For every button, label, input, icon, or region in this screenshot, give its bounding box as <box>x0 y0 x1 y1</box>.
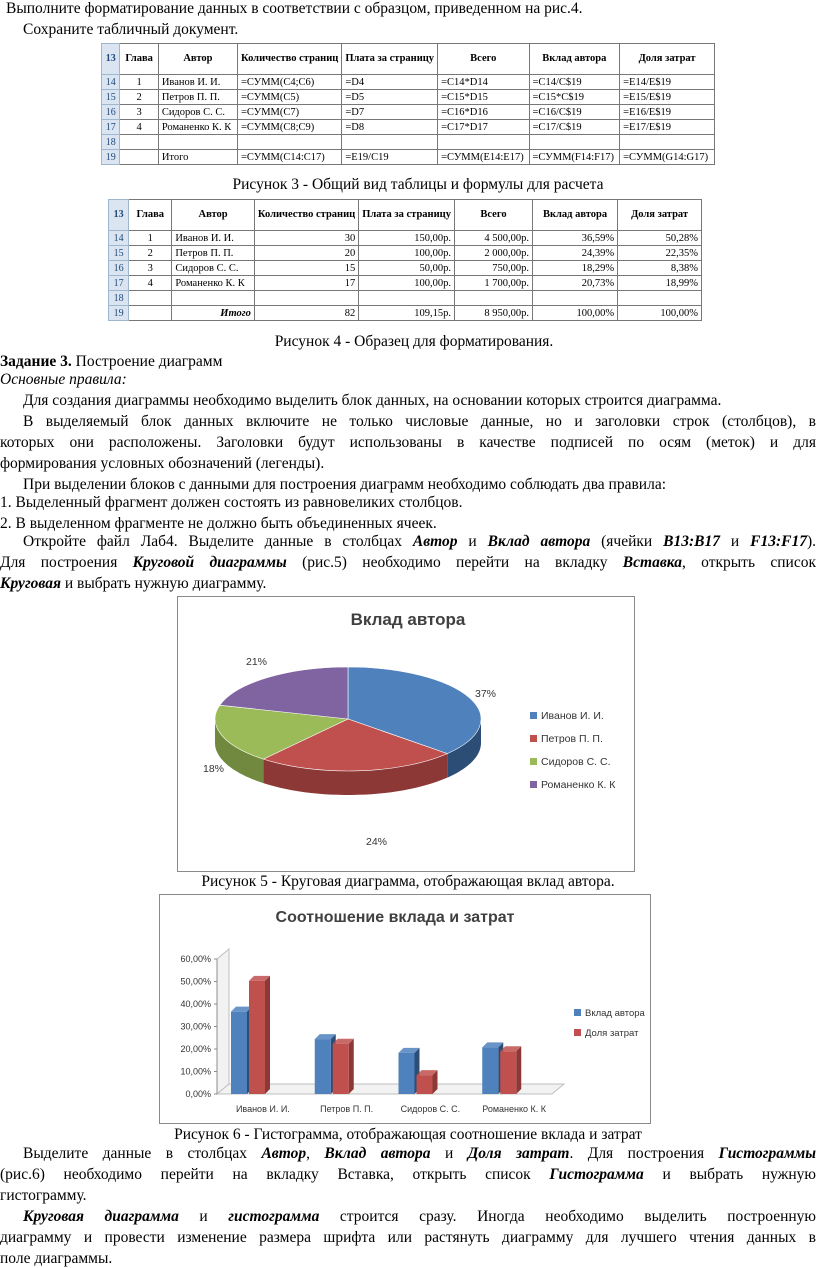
table-cell: 1 <box>120 75 158 90</box>
table-cell: Сидоров С. С. <box>172 261 255 276</box>
intro-line-1: Выполните форматирование данных в соответствии с образцом, приведенном на рис.4. <box>6 0 583 17</box>
table-cell: =C17*D17 <box>438 120 529 135</box>
bar <box>315 1039 331 1094</box>
table-row <box>102 120 715 135</box>
table-cell: =D8 <box>342 120 438 135</box>
table-cell: 2 <box>129 246 172 261</box>
table-cell: 3 <box>120 105 158 120</box>
column-header: Глава <box>120 44 158 75</box>
table-cell: 100,00% <box>533 306 618 321</box>
table-cell: Романенко К. К <box>158 120 237 135</box>
row-number: 16 <box>102 105 120 120</box>
table-row <box>102 90 715 105</box>
figure-3-caption: Рисунок 3 - Общий вид таблицы и формулы для расчета <box>232 176 604 193</box>
paragraph-4b: Для построения Круговой диаграммы (рис.5) необходимо перейти на вкладку Вставка, открыть список <box>0 554 816 571</box>
table-cell <box>438 135 529 150</box>
table-cell: Романенко К. К <box>172 276 255 291</box>
bar <box>500 1051 516 1094</box>
table-cell: 22,35% <box>618 246 702 261</box>
paragraph-1: Для создания диаграммы необходимо выделить блок данных, на основании которых строится диаграмма. <box>23 392 722 409</box>
column-header: Плата за страницу <box>342 44 438 75</box>
legend-swatch <box>530 735 537 742</box>
legend-label: Романенко К. К <box>541 779 616 791</box>
paragraph-4a: Откройте файл Лаб4. Выделите данные в столбцах Автор и Вклад автора (ячейки B13:B17 и F13:F17). <box>23 533 816 550</box>
table-row <box>109 276 702 291</box>
table-cell: =E16/E$19 <box>620 105 715 120</box>
table-cell: 4 <box>120 120 158 135</box>
row-number: 18 <box>102 135 120 150</box>
bar-side-wall <box>217 949 229 1094</box>
table-cell: 24,39% <box>533 246 618 261</box>
figure-4-caption: Рисунок 4 - Образец для форматирования. <box>274 333 554 350</box>
column-header: Автор <box>172 200 255 231</box>
table-cell: 20 <box>254 246 358 261</box>
table-cell: Иванов И. И. <box>158 75 237 90</box>
paragraph-3: При выделении блоков с данными для построения диаграмм необходимо соблюдать два правила: <box>23 476 667 493</box>
table-cell: =СУММ(C4;C6) <box>237 75 341 90</box>
table-cell: 15 <box>254 261 358 276</box>
table-cell <box>120 135 158 150</box>
table-cell <box>342 135 438 150</box>
table-cell <box>172 291 255 306</box>
column-header: Вклад автора <box>533 200 618 231</box>
row-number: 19 <box>102 150 120 165</box>
x-tick-label: Сидоров С. С. <box>400 1104 461 1114</box>
table-cell: =СУММ(C8;C9) <box>237 120 341 135</box>
table-row <box>109 291 702 306</box>
legend-label: Доля затрат <box>585 1028 639 1039</box>
table-cell: =E19/C19 <box>342 150 438 165</box>
paragraph-6a: Круговая диаграмма и гистограмма строится сразу. Иногда необходимо выделить построенную <box>23 1208 816 1225</box>
table-row <box>109 246 702 261</box>
legend-label: Иванов И. И. <box>541 710 604 722</box>
table-header-row <box>109 200 702 231</box>
table-cell: =C17/C$19 <box>529 120 620 135</box>
bar-chart-title: Соотношение вклада и затрат <box>275 909 515 926</box>
column-header: Количество страниц <box>254 200 358 231</box>
legend-label: Петров П. П. <box>541 733 603 745</box>
table-cell: =C15*D15 <box>438 90 529 105</box>
rule-2: 2. В выделенном фрагменте не должно быть объединенных ячеек. <box>0 515 437 532</box>
bar <box>417 1075 433 1094</box>
table-cell: =C14/C$19 <box>529 75 620 90</box>
table-cell: =C15*C$19 <box>529 90 620 105</box>
table-cell <box>529 135 620 150</box>
paragraph-4c: Круговая и выбрать нужную диаграмму. <box>0 575 267 592</box>
table-cell: =СУММ(G14:G17) <box>620 150 715 165</box>
table-cell: =СУММ(C14:C17) <box>237 150 341 165</box>
table-cell: 50,00р. <box>359 261 455 276</box>
legend-swatch <box>530 712 537 719</box>
table-row <box>102 75 715 90</box>
table-row <box>109 231 702 246</box>
table-cell: 3 <box>129 261 172 276</box>
row-number: 16 <box>109 261 129 276</box>
paragraph-5b: (рис.6) необходимо перейти на вкладку Вставка, открыть список Гистограмма и выбрать нужную <box>0 1166 816 1183</box>
table-cell: =СУММ(C5) <box>237 90 341 105</box>
column-header: Всего <box>454 200 532 231</box>
table-cell: 18,99% <box>618 276 702 291</box>
bar-side <box>265 976 270 1094</box>
table-cell: 8 950,00р. <box>454 306 532 321</box>
row-number: 14 <box>102 75 120 90</box>
table-cell: 82 <box>254 306 358 321</box>
bar <box>482 1047 498 1094</box>
table-cell: 100,00р. <box>359 276 455 291</box>
bar <box>399 1053 415 1094</box>
pie-chart-frame <box>177 596 635 872</box>
column-header: Плата за страницу <box>359 200 455 231</box>
table-cell <box>120 150 158 165</box>
y-tick-label: 30,00% <box>180 1021 211 1032</box>
pie-data-label: 24% <box>366 836 388 848</box>
x-tick-label: Петров П. П. <box>320 1104 374 1114</box>
x-tick-label: Иванов И. И. <box>235 1104 290 1114</box>
table-cell: =C16/C$19 <box>529 105 620 120</box>
formula-table <box>101 43 715 165</box>
table-cell: 100,00% <box>618 306 702 321</box>
table-cell: =СУММ(F14:F17) <box>529 150 620 165</box>
table-row <box>109 261 702 276</box>
bar-side <box>349 1039 354 1094</box>
bar <box>249 981 265 1094</box>
paragraph-6c: поле диаграммы. <box>0 1250 113 1267</box>
bar-chart <box>160 895 650 1123</box>
table-cell: Сидоров С. С. <box>158 105 237 120</box>
table-cell <box>129 291 172 306</box>
table-cell: Итого <box>158 150 237 165</box>
figure-6-caption: Рисунок 6 - Гистограмма, отображающая соотношение вклада и затрат <box>174 1126 642 1143</box>
paragraph-5c: гистограмму. <box>0 1187 87 1204</box>
table-cell: 4 500,00р. <box>454 231 532 246</box>
table-cell: 20,73% <box>533 276 618 291</box>
row-number: 15 <box>102 90 120 105</box>
table-cell: =C16*D16 <box>438 105 529 120</box>
rule-1: 1. Выделенный фрагмент должен состоять из равновеликих столбцов. <box>0 494 463 511</box>
legend-swatch <box>530 758 537 765</box>
x-tick-label: Романенко К. К <box>482 1104 547 1114</box>
row-number: 17 <box>109 276 129 291</box>
table-cell: 17 <box>254 276 358 291</box>
pie-slices <box>215 667 481 795</box>
table-row <box>102 135 715 150</box>
table-cell: =E15/E$19 <box>620 90 715 105</box>
table-cell <box>618 291 702 306</box>
table-cell <box>237 135 341 150</box>
table-cell: =D5 <box>342 90 438 105</box>
table-cell: 30 <box>254 231 358 246</box>
table-cell: Итого <box>172 306 255 321</box>
y-tick-label: 20,00% <box>180 1044 211 1054</box>
legend-label: Вклад автора <box>585 1008 645 1019</box>
row-number: 14 <box>109 231 129 246</box>
column-header: Доля затрат <box>618 200 702 231</box>
table-cell <box>620 135 715 150</box>
table-cell <box>533 291 618 306</box>
row-number: 18 <box>109 291 129 306</box>
table-header-row <box>102 44 715 75</box>
row-number: 13 <box>102 44 120 75</box>
paragraph-5a: Выделите данные в столбцах Автор, Вклад автора и Доля затрат. Для построения Гистограммы <box>23 1145 816 1162</box>
y-tick-label: 10,00% <box>180 1066 211 1077</box>
intro-line-2: Сохраните табличный документ. <box>23 21 239 38</box>
row-number: 13 <box>109 200 129 231</box>
table-cell <box>454 291 532 306</box>
table-cell: =D7 <box>342 105 438 120</box>
column-header: Доля затрат <box>620 44 715 75</box>
y-tick-label: 40,00% <box>180 999 211 1009</box>
bar <box>231 1012 247 1094</box>
bar <box>333 1044 349 1094</box>
table-cell: Петров П. П. <box>158 90 237 105</box>
bar-chart-frame <box>159 894 651 1124</box>
table-cell: =D4 <box>342 75 438 90</box>
pie-data-label: 21% <box>246 656 268 668</box>
task-title: Задание 3. Построение диаграмм <box>0 353 223 370</box>
legend-swatch <box>574 1029 581 1036</box>
paragraph-2b: которых они расположены. Заголовки будут использованы в качестве подписей по осям (меток) и для <box>0 434 816 451</box>
legend-swatch <box>530 781 537 788</box>
column-header: Количество страниц <box>237 44 341 75</box>
table-cell: 750,00р. <box>454 261 532 276</box>
y-tick-label: 0,00% <box>185 1089 211 1099</box>
paragraph-2a: В выделяемый блок данных включите не только числовые данные, но и заголовки строк (столбцов), в <box>23 413 816 430</box>
table-cell <box>254 291 358 306</box>
y-tick-label: 60,00% <box>180 954 211 964</box>
table-cell: 100,00р. <box>359 246 455 261</box>
legend-label: Сидоров С. С. <box>541 756 611 768</box>
table-cell: 109,15р. <box>359 306 455 321</box>
pie-chart-title: Вклад автора <box>350 610 466 629</box>
table-row <box>102 105 715 120</box>
table-cell: Петров П. П. <box>172 246 255 261</box>
table-row <box>102 150 715 165</box>
table-cell: 18,29% <box>533 261 618 276</box>
paragraph-6b: диаграмму и провести изменение размера шрифта или растянуть диаграмму для лучшего чтения данных в <box>0 1229 816 1246</box>
row-number: 19 <box>109 306 129 321</box>
column-header: Глава <box>129 200 172 231</box>
bar-legend <box>574 1008 646 1039</box>
figure-5-caption: Рисунок 5 - Круговая диаграмма, отображающая вклад автора. <box>201 873 615 890</box>
row-number: 17 <box>102 120 120 135</box>
pie-data-label: 18% <box>203 763 225 775</box>
table-cell: 1 700,00р. <box>454 276 532 291</box>
table-cell: =СУММ(E14:E17) <box>438 150 529 165</box>
table-cell: 1 <box>129 231 172 246</box>
rules-heading: Основные правила: <box>0 371 127 388</box>
table-cell: =C14*D14 <box>438 75 529 90</box>
bar-side <box>516 1046 521 1094</box>
legend-swatch <box>574 1009 581 1016</box>
column-header: Вклад автора <box>529 44 620 75</box>
table-cell: 2 000,00р. <box>454 246 532 261</box>
table-cell <box>359 291 455 306</box>
formatted-table <box>108 199 702 321</box>
table-cell: 150,00р. <box>359 231 455 246</box>
table-cell: 8,38% <box>618 261 702 276</box>
paragraph-2c: формирования условных обозначений (легенды). <box>0 455 325 472</box>
y-tick-label: 50,00% <box>180 976 211 987</box>
column-header: Всего <box>438 44 529 75</box>
pie-chart <box>178 597 634 871</box>
table-cell: =СУММ(C7) <box>237 105 341 120</box>
table-cell <box>158 135 237 150</box>
pie-data-label: 37% <box>475 688 497 700</box>
table-cell: 4 <box>129 276 172 291</box>
table-cell <box>129 306 172 321</box>
table-cell: 36,59% <box>533 231 618 246</box>
table-cell: =E14/E$19 <box>620 75 715 90</box>
table-cell: Иванов И. И. <box>172 231 255 246</box>
pie-legend <box>530 710 616 791</box>
table-cell: 2 <box>120 90 158 105</box>
table-cell: 50,28% <box>618 231 702 246</box>
row-number: 15 <box>109 246 129 261</box>
column-header: Автор <box>158 44 237 75</box>
table-cell: =E17/E$19 <box>620 120 715 135</box>
table-row <box>109 306 702 321</box>
